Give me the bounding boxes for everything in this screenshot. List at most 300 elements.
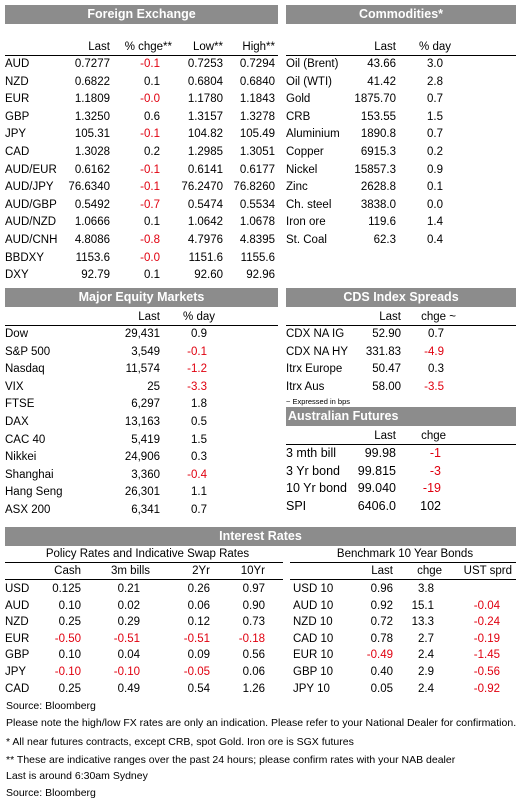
commodity-change: 0.2 xyxy=(427,146,443,158)
equity-index: FTSE xyxy=(5,398,35,411)
fx-header: Foreign Exchange xyxy=(5,5,278,24)
future-row xyxy=(286,480,516,497)
bond-row xyxy=(5,581,516,598)
cds-col-chg: chge ~ xyxy=(421,311,456,323)
equity-change: 0.9 xyxy=(191,328,207,340)
commodity-last: 2628.8 xyxy=(360,181,396,194)
fx-currency: EUR xyxy=(5,93,30,106)
fx-currency: AUD/CNH xyxy=(5,234,58,246)
cds-row xyxy=(286,326,516,343)
future-contract: 3 mth bill xyxy=(286,446,337,460)
ranges-note: ** These are indicative ranges over the past 24 hours; please confirm rates with your NAB dealer xyxy=(6,754,456,766)
fx-last: 0.6822 xyxy=(74,75,110,88)
policy-3m-bills: 0.49 xyxy=(117,682,140,695)
rates-header: Interest Rates xyxy=(5,527,516,546)
bond-ust-spread: -0.24 xyxy=(473,616,500,629)
fx-last: 4.8086 xyxy=(74,234,110,246)
fx-row xyxy=(5,267,278,284)
commodity-last: 62.3 xyxy=(373,234,396,246)
commodity-name: Ch. steel xyxy=(286,198,332,211)
policy-2yr: 0.54 xyxy=(187,682,210,695)
cds-index: Itrx Europe xyxy=(286,363,343,376)
bond-ust-spread: -0.04 xyxy=(473,599,500,612)
commodity-last: 1875.70 xyxy=(354,93,396,106)
future-row xyxy=(286,463,516,480)
cds-index: CDX NA IG xyxy=(286,328,345,340)
fx-change: -0.0 xyxy=(140,93,160,106)
rates-header-row xyxy=(5,563,516,580)
policy-10yr: 0.90 xyxy=(242,599,265,612)
equity-last: 5,419 xyxy=(131,433,160,446)
rates-title-row xyxy=(5,546,516,563)
fx-high: 1155.6 xyxy=(240,251,275,264)
bond-row xyxy=(5,614,516,631)
equity-change: -3.3 xyxy=(187,380,207,393)
commodity-name: Copper xyxy=(286,146,324,158)
cds-col-last: Last xyxy=(379,311,401,323)
commodity-name: Oil (Brent) xyxy=(286,58,339,70)
bond-name: EUR 10 xyxy=(293,649,334,662)
fx-high: 1.1843 xyxy=(239,93,275,106)
equity-row xyxy=(5,432,278,449)
bond-change: 2.4 xyxy=(418,649,434,662)
commodities-table xyxy=(286,39,516,249)
fx-currency: JPY xyxy=(5,128,27,141)
futures-header: Australian Futures xyxy=(286,407,516,426)
futures-note: * All near futures contracts, except CRB, spot Gold. Iron ore is SGX futures xyxy=(6,736,354,748)
equity-index: Nikkei xyxy=(5,451,37,464)
fx-row xyxy=(5,109,278,126)
fx-row xyxy=(5,197,278,214)
cds-row xyxy=(286,361,516,378)
fx-currency: AUD/NZD xyxy=(5,216,57,229)
cds-header-row xyxy=(286,309,516,326)
bond-col-sprd: UST sprd xyxy=(463,565,512,577)
fx-table xyxy=(5,39,278,282)
fx-row xyxy=(5,74,278,91)
policy-cash: 0.10 xyxy=(58,599,81,612)
bond-ust-spread: -0.56 xyxy=(473,666,500,678)
cds-table xyxy=(286,309,516,409)
equity-row xyxy=(5,484,278,501)
fx-high: 0.6177 xyxy=(239,163,275,176)
commodity-change: 0.4 xyxy=(427,234,443,246)
bond-ust-spread: -0.92 xyxy=(473,682,500,695)
commodity-change: 0.9 xyxy=(427,163,443,176)
commodities-header: Commodities* xyxy=(286,5,516,24)
equity-row xyxy=(5,414,278,431)
bonds-title: Benchmark 10 Year Bonds xyxy=(336,548,474,560)
future-last: 6406.0 xyxy=(357,498,396,513)
commodity-row xyxy=(286,232,516,249)
commodity-last: 15857.3 xyxy=(354,163,396,176)
fx-low: 1.0642 xyxy=(187,216,223,229)
policy-2yr: -0.51 xyxy=(183,632,210,645)
source-note-1: Source: Bloomberg xyxy=(6,700,96,712)
fx-last: 76.6340 xyxy=(68,181,110,194)
fx-low: 4.7976 xyxy=(187,234,223,246)
bond-last: 0.78 xyxy=(370,632,393,645)
fx-low: 1.2985 xyxy=(187,146,223,158)
commodity-row xyxy=(286,74,516,91)
policy-cash: 0.10 xyxy=(58,649,81,662)
equity-index: ASX 200 xyxy=(5,504,51,516)
equity-row xyxy=(5,502,278,519)
fx-low: 76.2470 xyxy=(181,181,223,194)
fx-disclaimer: Please note the high/low FX rates are only an indication. Please refer to your National Dealer for confirmation. xyxy=(6,717,517,729)
equity-change: 1.5 xyxy=(191,433,207,446)
cds-change: 0.3 xyxy=(428,363,444,376)
equity-last: 6,297 xyxy=(131,398,160,411)
future-contract: SPI xyxy=(286,498,307,513)
fx-change: -0.8 xyxy=(140,234,160,246)
future-change: 102 xyxy=(420,498,441,513)
time-note: Last is around 6:30am Sydney xyxy=(6,770,148,782)
equity-last: 6,341 xyxy=(131,504,160,516)
futures-table xyxy=(286,428,516,518)
fx-last: 1.1809 xyxy=(74,93,110,106)
policy-cash: -0.50 xyxy=(54,632,81,645)
bond-name: CAD 10 xyxy=(293,632,334,645)
bond-row xyxy=(5,631,516,648)
policy-cash: 0.25 xyxy=(58,682,81,695)
fx-row xyxy=(5,144,278,161)
equity-row xyxy=(5,396,278,413)
commodity-row xyxy=(286,126,516,143)
future-contract: 10 Yr bond xyxy=(286,481,347,496)
policy-2yr: 0.26 xyxy=(187,583,210,595)
policy-cash: 0.25 xyxy=(58,616,81,629)
cds-change: -3.5 xyxy=(424,380,444,393)
commodity-row xyxy=(286,109,516,126)
fx-last: 0.7277 xyxy=(74,58,110,70)
fx-low: 1151.6 xyxy=(188,251,223,264)
equity-row xyxy=(5,326,278,343)
fx-currency: NZD xyxy=(5,75,29,88)
bond-name: AUD 10 xyxy=(293,599,334,612)
fx-change: -0.1 xyxy=(140,58,160,70)
equity-index: Hang Seng xyxy=(5,486,63,499)
futures-header-row xyxy=(286,428,516,445)
equity-row xyxy=(5,449,278,466)
commodity-name: Iron ore xyxy=(286,216,326,229)
fx-low: 92.60 xyxy=(194,269,223,282)
fx-last: 1.0666 xyxy=(74,216,110,229)
equity-change: 0.5 xyxy=(191,416,207,428)
cds-last: 50.47 xyxy=(372,363,401,376)
policy-currency: USD xyxy=(5,583,30,595)
fx-high: 4.8395 xyxy=(239,234,275,246)
fx-last: 1153.6 xyxy=(75,251,110,264)
cds-last: 52.90 xyxy=(372,328,401,340)
commodity-change: 3.0 xyxy=(427,58,443,70)
bond-last: 0.05 xyxy=(370,682,393,695)
bond-change: 13.3 xyxy=(411,616,434,629)
policy-3m-bills: 0.29 xyxy=(117,616,140,629)
policy-2yr: 0.09 xyxy=(187,649,210,662)
bond-row xyxy=(5,647,516,664)
fx-change: 0.1 xyxy=(144,75,160,88)
fx-last: 1.3028 xyxy=(74,146,110,158)
policy-title: Policy Rates and Indicative Swap Rates xyxy=(45,548,250,560)
fx-row xyxy=(5,162,278,179)
policy-cash: 0.125 xyxy=(52,583,81,595)
commodity-change: 1.5 xyxy=(427,110,443,123)
commod-col-last: Last xyxy=(374,41,396,53)
fx-change: -0.7 xyxy=(140,198,160,211)
future-change: -1 xyxy=(429,446,441,460)
fx-high: 76.8260 xyxy=(233,181,275,194)
equity-row xyxy=(5,379,278,396)
fx-high: 1.0678 xyxy=(239,216,275,229)
equity-change: 1.1 xyxy=(191,486,207,499)
equity-col-last: Last xyxy=(138,311,160,323)
futures-col-last: Last xyxy=(374,430,396,442)
bond-ust-spread: -0.19 xyxy=(473,632,500,645)
commodity-row xyxy=(286,144,516,161)
bond-change: 2.7 xyxy=(418,632,434,645)
fx-last: 92.79 xyxy=(81,269,110,282)
commodity-row xyxy=(286,162,516,179)
commodity-last: 43.66 xyxy=(367,58,396,70)
future-last: 99.98 xyxy=(364,446,396,460)
equity-change: -1.2 xyxy=(187,363,207,376)
cds-index: Itrx Aus xyxy=(286,380,325,393)
policy-3m-bills: 0.02 xyxy=(117,599,140,612)
fx-high: 1.3278 xyxy=(239,110,275,123)
bond-row xyxy=(5,664,516,681)
fx-change: -0.1 xyxy=(140,163,160,176)
equity-row xyxy=(5,467,278,484)
fx-col-last: Last xyxy=(88,41,110,53)
policy-currency: AUD xyxy=(5,599,30,612)
policy-3m-bills: 0.04 xyxy=(117,649,140,662)
equity-last: 29,431 xyxy=(124,328,160,340)
commodity-last: 41.42 xyxy=(367,75,396,88)
equity-change: -0.1 xyxy=(187,345,207,358)
bond-change: 3.8 xyxy=(418,583,434,595)
commodity-last: 119.6 xyxy=(368,216,396,229)
bond-row xyxy=(5,598,516,615)
futures-col-chg: chge xyxy=(421,430,446,442)
commodity-row xyxy=(286,214,516,231)
commodity-name: CRB xyxy=(286,110,311,123)
fx-high: 1.3051 xyxy=(239,146,275,158)
fx-header-row xyxy=(5,39,278,56)
cds-change: 0.7 xyxy=(428,328,444,340)
bond-name: JPY 10 xyxy=(293,682,330,695)
fx-currency: AUD/JPY xyxy=(5,181,54,194)
cds-header: CDS Index Spreads xyxy=(286,288,516,307)
bond-row xyxy=(5,681,516,698)
bond-name: USD 10 xyxy=(293,583,334,595)
policy-col-2yr: 2Yr xyxy=(192,565,210,577)
fx-high: 0.5534 xyxy=(239,198,275,211)
fx-currency: AUD/GBP xyxy=(5,198,57,211)
source-note-2: Source: Bloomberg xyxy=(6,787,96,799)
commodity-row xyxy=(286,197,516,214)
fx-high: 0.6840 xyxy=(239,75,275,88)
policy-10yr: 0.97 xyxy=(242,583,265,595)
policy-2yr: 0.12 xyxy=(187,616,210,629)
future-change: -19 xyxy=(422,481,441,496)
commodity-change: 0.1 xyxy=(427,181,443,194)
fx-row xyxy=(5,126,278,143)
equity-header-row xyxy=(5,309,278,326)
fx-row xyxy=(5,56,278,73)
fx-low: 1.1780 xyxy=(187,93,223,106)
equity-index: DAX xyxy=(5,416,29,428)
commodity-name: Aluminium xyxy=(286,128,340,141)
commodity-last: 6915.3 xyxy=(360,146,396,158)
bond-col-chg: chge xyxy=(417,565,442,577)
fx-change: 0.6 xyxy=(144,110,160,123)
commodity-row xyxy=(286,91,516,108)
policy-currency: CAD xyxy=(5,682,30,695)
fx-col-low: Low** xyxy=(192,41,223,53)
policy-currency: GBP xyxy=(5,649,30,662)
commodities-header-row xyxy=(286,39,516,56)
policy-col-bills: 3m bills xyxy=(111,565,150,577)
equity-last: 13,163 xyxy=(124,416,160,428)
fx-row xyxy=(5,179,278,196)
bond-last: 0.72 xyxy=(370,616,393,629)
policy-10yr: -0.18 xyxy=(238,632,265,645)
policy-currency: NZD xyxy=(5,616,29,629)
bond-col-last: Last xyxy=(371,565,393,577)
fx-currency: AUD xyxy=(5,58,30,70)
commodity-last: 1890.8 xyxy=(360,128,396,141)
policy-3m-bills: 0.21 xyxy=(117,583,140,595)
equity-index: S&P 500 xyxy=(5,345,51,358)
policy-col-cash: Cash xyxy=(54,565,81,577)
fx-row xyxy=(5,232,278,249)
equity-table xyxy=(5,309,278,519)
equity-index: Dow xyxy=(5,328,29,340)
policy-10yr: 0.56 xyxy=(242,649,265,662)
policy-3m-bills: -0.10 xyxy=(113,666,140,678)
fx-low: 0.6804 xyxy=(187,75,223,88)
equity-last: 11,574 xyxy=(125,363,160,376)
fx-low: 104.82 xyxy=(187,128,223,141)
cds-row xyxy=(286,379,516,396)
fx-change: 0.1 xyxy=(144,216,160,229)
bond-ust-spread: -1.45 xyxy=(473,649,500,662)
commodity-name: Oil (WTI) xyxy=(286,75,332,88)
fx-change: 0.1 xyxy=(144,269,160,282)
bond-last: -0.49 xyxy=(366,649,393,662)
equity-index: Shanghai xyxy=(5,468,54,481)
cds-last: 331.83 xyxy=(365,345,401,358)
fx-row xyxy=(5,214,278,231)
cds-change: -4.9 xyxy=(424,345,444,358)
equity-last: 24,906 xyxy=(124,451,160,464)
equity-row xyxy=(5,344,278,361)
bond-last: 0.92 xyxy=(370,599,393,612)
fx-change: 0.2 xyxy=(144,146,160,158)
commodity-change: 0.7 xyxy=(427,93,443,106)
cds-last: 58.00 xyxy=(372,380,401,393)
fx-last: 105.31 xyxy=(74,128,110,141)
cds-row xyxy=(286,344,516,361)
bond-name: GBP 10 xyxy=(293,666,334,678)
fx-row xyxy=(5,250,278,267)
equity-index: CAC 40 xyxy=(5,433,46,446)
fx-low: 1.3157 xyxy=(187,110,223,123)
fx-col-chg: % chge** xyxy=(124,41,172,53)
future-last: 99.040 xyxy=(357,481,396,496)
commodity-change: 2.8 xyxy=(427,75,443,88)
bond-change: 2.9 xyxy=(418,666,434,678)
equity-last: 25 xyxy=(147,380,160,393)
equity-last: 3,360 xyxy=(131,468,160,481)
rates-table xyxy=(5,546,516,702)
commodity-row xyxy=(286,56,516,73)
equity-last: 3,549 xyxy=(131,345,160,358)
bond-last: 0.96 xyxy=(370,583,393,595)
fx-currency: DXY xyxy=(5,269,29,282)
fx-high: 105.49 xyxy=(239,128,275,141)
fx-row xyxy=(5,91,278,108)
fx-currency: BBDXY xyxy=(5,251,44,264)
policy-currency: JPY xyxy=(5,666,27,678)
equity-row xyxy=(5,361,278,378)
equity-change: -0.4 xyxy=(187,468,207,481)
equity-index: VIX xyxy=(5,380,24,393)
fx-currency: AUD/EUR xyxy=(5,163,57,176)
fx-low: 0.6141 xyxy=(187,163,223,176)
fx-change: -0.1 xyxy=(140,181,160,194)
future-change: -3 xyxy=(429,463,441,478)
future-contract: 3 Yr bond xyxy=(286,463,340,478)
commodity-change: 0.0 xyxy=(427,198,443,211)
policy-10yr: 0.06 xyxy=(242,666,265,678)
commodity-name: Zinc xyxy=(286,181,308,194)
equity-change: 0.7 xyxy=(191,504,207,516)
commod-col-chg: % day xyxy=(419,41,451,53)
fx-currency: GBP xyxy=(5,110,30,123)
fx-change: -0.1 xyxy=(140,128,160,141)
policy-cash: -0.10 xyxy=(54,666,81,678)
fx-high: 92.96 xyxy=(246,269,275,282)
commodity-row xyxy=(286,179,516,196)
commodity-change: 0.7 xyxy=(427,128,443,141)
cds-note: ~ Expressed in bps xyxy=(286,397,350,406)
policy-10yr: 0.73 xyxy=(242,616,265,629)
fx-col-high: High** xyxy=(242,41,275,53)
fx-currency: CAD xyxy=(5,146,30,158)
policy-10yr: 1.26 xyxy=(242,682,265,695)
fx-last: 1.3250 xyxy=(74,110,110,123)
commodity-last: 3838.0 xyxy=(360,198,396,211)
policy-3m-bills: -0.51 xyxy=(113,632,140,645)
equity-change: 1.8 xyxy=(191,398,207,411)
fx-last: 0.5492 xyxy=(74,198,110,211)
equity-header: Major Equity Markets xyxy=(5,288,278,307)
commodity-name: Nickel xyxy=(286,163,318,176)
fx-high: 0.7294 xyxy=(239,58,275,70)
fx-change: -0.0 xyxy=(140,251,160,264)
fx-low: 0.5474 xyxy=(187,198,223,211)
policy-currency: EUR xyxy=(5,632,30,645)
bond-last: 0.40 xyxy=(370,666,393,678)
commodity-name: St. Coal xyxy=(286,234,327,246)
equity-index: Nasdaq xyxy=(5,363,45,376)
commodity-name: Gold xyxy=(286,93,311,106)
future-row xyxy=(286,445,516,462)
fx-low: 0.7253 xyxy=(187,58,223,70)
future-last: 99.815 xyxy=(357,463,396,478)
